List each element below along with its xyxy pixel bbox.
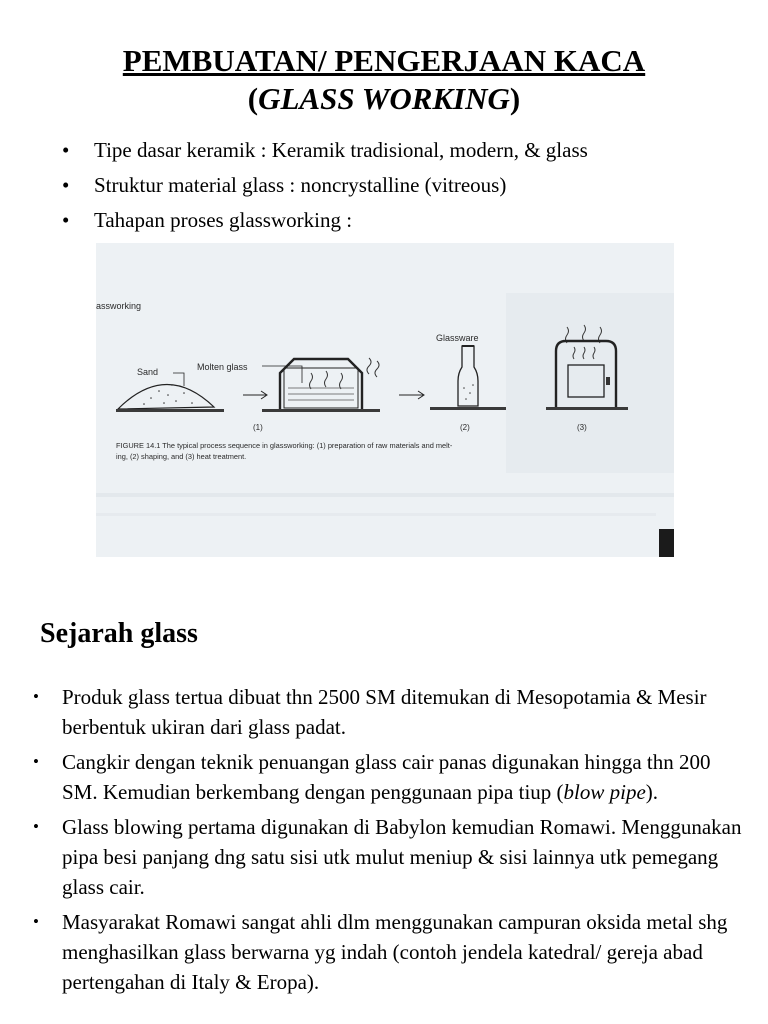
heat-squiggles xyxy=(310,358,380,389)
intro-bullet-item: • Struktur material glass : noncrystalline (vitreous) xyxy=(62,168,742,203)
figure-blur-line xyxy=(96,513,656,516)
ground-line xyxy=(116,409,224,412)
furnace-wall xyxy=(280,359,362,409)
subtitle-close-paren: ) xyxy=(509,81,521,116)
figure-caption-line2: ing, (2) shaping, and (3) heat treatment. xyxy=(116,452,247,461)
arrow-icon xyxy=(399,391,424,399)
glassworking-figure xyxy=(96,243,674,557)
glassworking-diagram xyxy=(96,243,674,557)
history-text: ). xyxy=(645,780,659,804)
sand-leader xyxy=(173,373,184,386)
intro-bullet-item: • Tipe dasar keramik : Keramik tradisional, modern, & glass xyxy=(62,133,742,168)
step-1-label: (1) xyxy=(253,423,263,432)
molten-glass-leader xyxy=(262,366,302,383)
history-bullet-item: • Produk glass tertua dibuat thn 2500 SM ditemukan di Mesopotamia & Mesir berbentuk ukiran dari glass padat. xyxy=(33,682,743,742)
history-text: Cangkir dengan teknik penuangan glass cair panas digunakan hingga thn 200 SM. Kemudian berkembang dengan penggunaan pipa tiup ( xyxy=(62,750,711,804)
bottle-outline xyxy=(458,346,478,406)
history-bullet-item: • Glass blowing pertama digunakan di Babylon kemudian Romawi. Menggunakan pipa besi panjang dng satu sisi utk mulut meniup & sisi lainnya utk pemegang glass cair. xyxy=(33,812,743,902)
ground-line xyxy=(262,409,380,412)
figure-edge-mark xyxy=(659,529,674,557)
history-italic-term: blow pipe xyxy=(563,780,646,804)
arrow-icon xyxy=(243,391,267,399)
molten-glass-lines xyxy=(288,388,354,400)
intro-bullet-item: • Tahapan proses glassworking : xyxy=(62,203,742,238)
page-title: PEMBUATAN/ PENGERJAAN KACA xyxy=(122,43,646,78)
page-subtitle xyxy=(0,80,768,118)
ground-line xyxy=(430,407,506,410)
sand-label: Sand xyxy=(137,367,159,377)
oven-handle xyxy=(606,377,610,385)
history-bullet-item xyxy=(33,747,743,807)
figure-shadow-block xyxy=(506,293,674,473)
intro-bullet-list xyxy=(62,133,742,238)
subtitle-open-paren: ( xyxy=(247,81,259,116)
history-bullet-list xyxy=(33,682,743,1002)
sand-pile xyxy=(118,384,214,409)
section-heading-sejarah: Sejarah glass xyxy=(40,618,198,649)
subtitle-italic: GLASS WORKING xyxy=(258,81,510,116)
step-2-label: (2) xyxy=(460,423,470,432)
step-3-label: (3) xyxy=(577,423,587,432)
glassware-label: Glassware xyxy=(436,333,479,343)
molten-glass-label: Molten glass xyxy=(197,362,248,372)
ground-line xyxy=(546,407,628,410)
bottle-texture xyxy=(463,384,474,400)
history-bullet-item: • Masyarakat Romawi sangat ahli dlm menggunakan campuran oksida metal shg menghasilkan glass berwarna yg indah (contoh jendela katedral/ gereja abad pertengahan di Italy & Eropa). xyxy=(33,907,743,997)
figure-blur-line xyxy=(96,493,674,497)
figure-header: asswork​ing xyxy=(96,301,142,311)
figure-caption-line1: FIGURE 14.1 The typical process sequence in glassworking: (1) preparation of raw materials and melt- xyxy=(116,441,453,450)
